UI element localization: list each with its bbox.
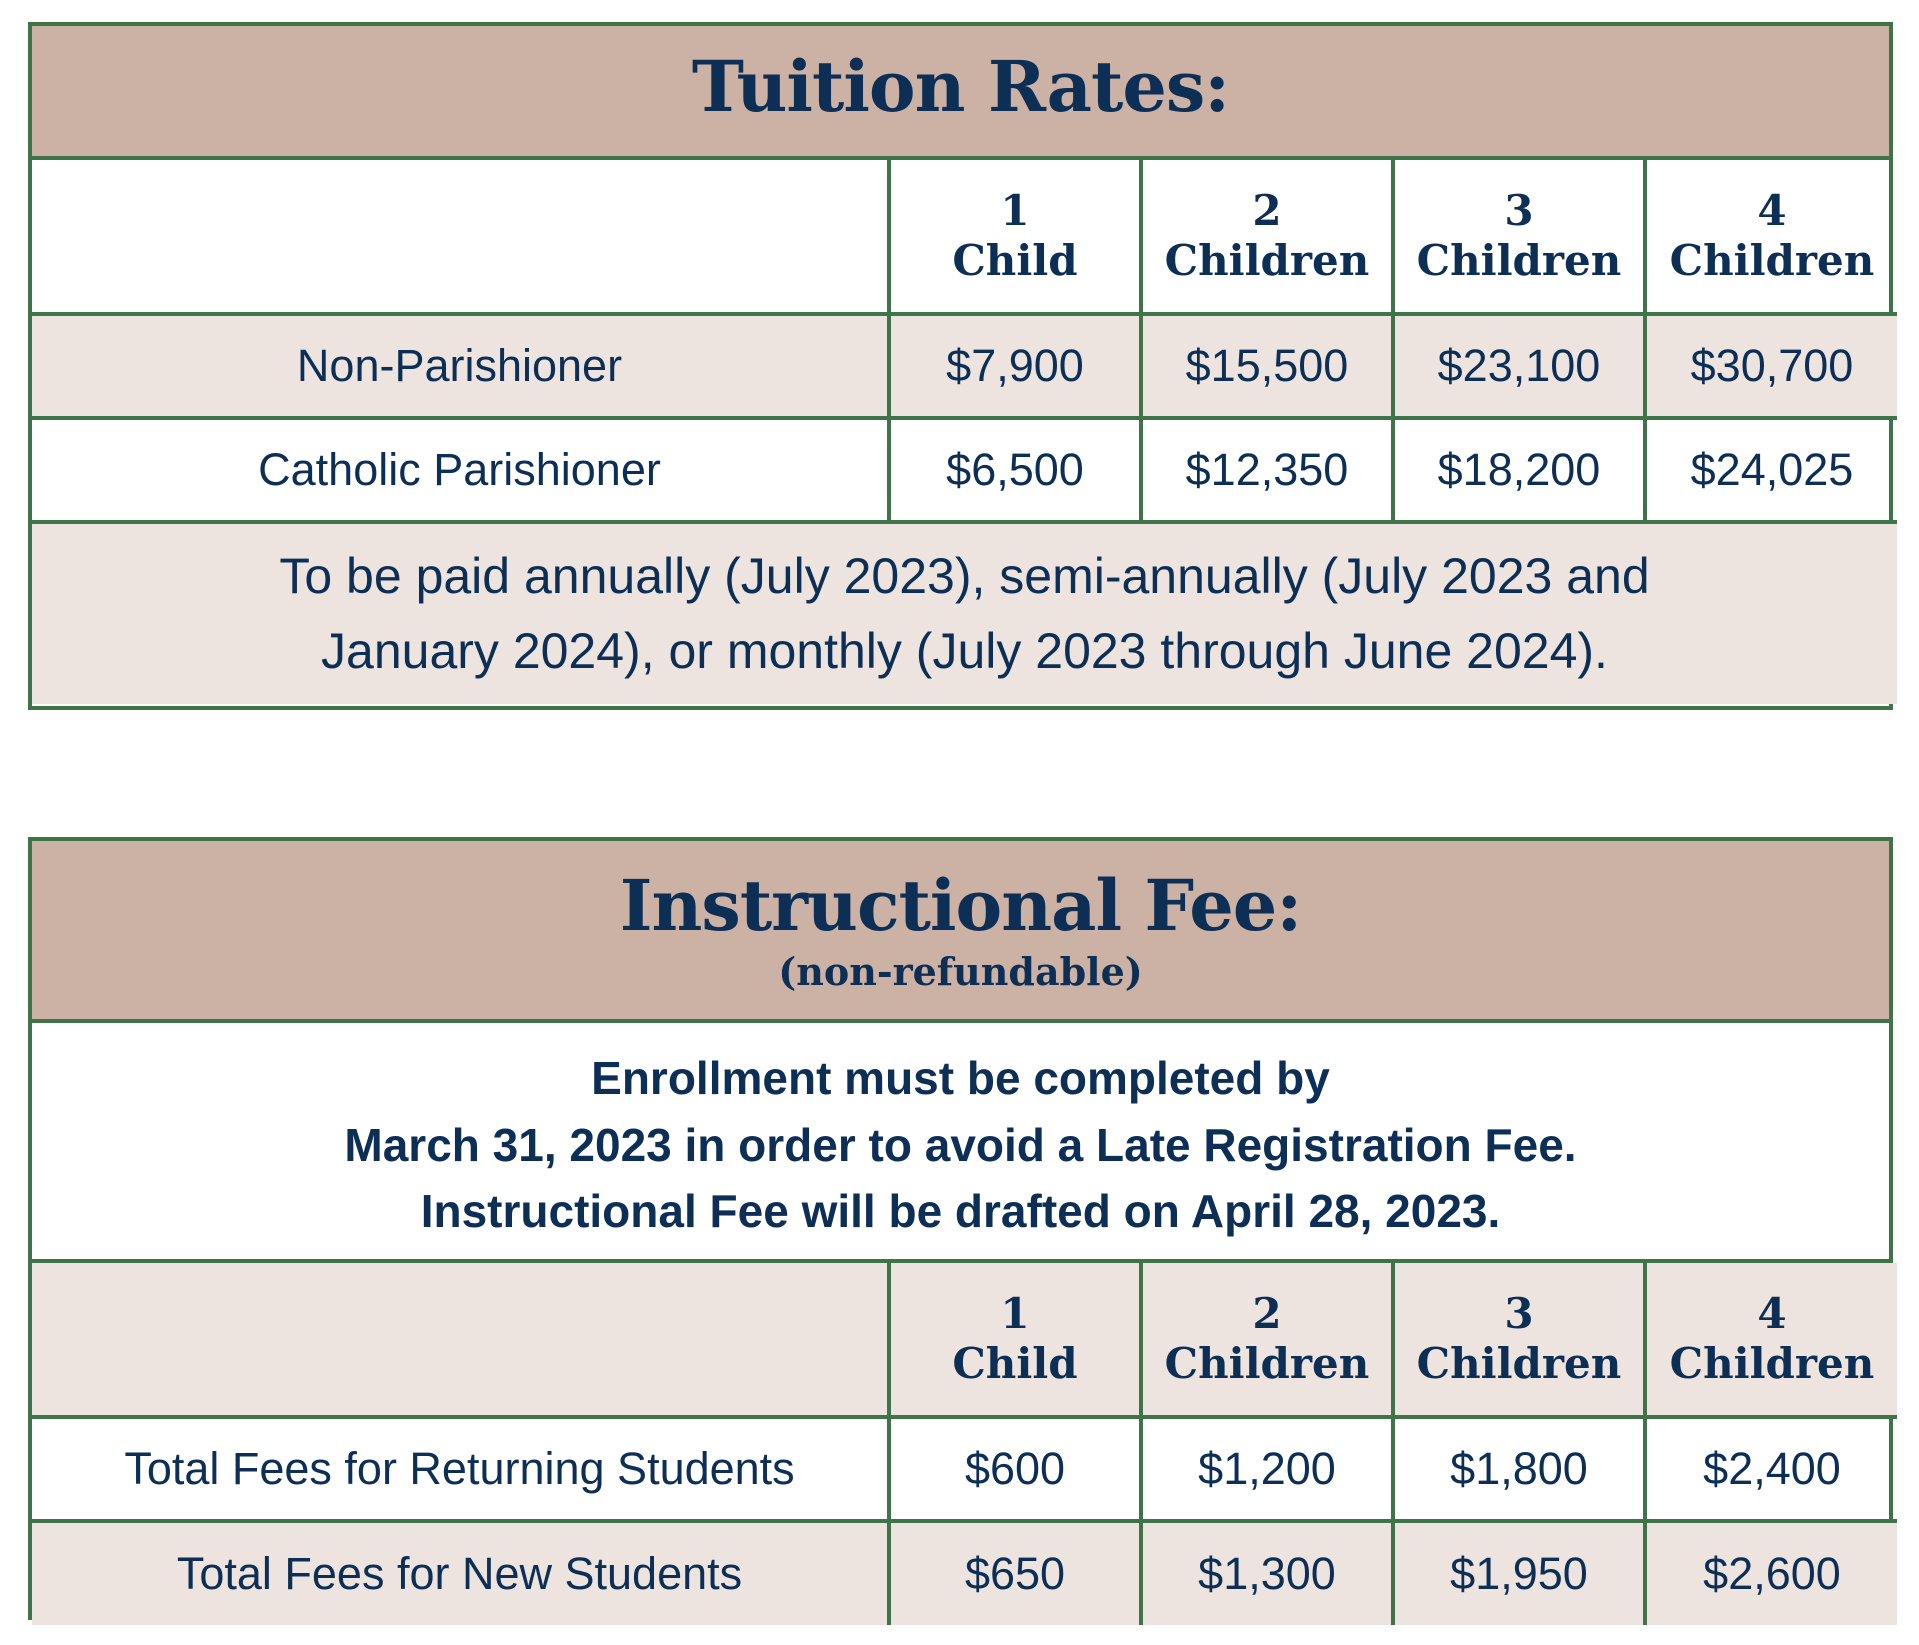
column-number: 3 [1504,1288,1534,1338]
table-cell: $23,100 [1393,314,1645,418]
enrollment-notice [32,1023,1889,1263]
tuition-header-3-children [1393,160,1645,314]
row-label: Catholic Parishioner [32,418,889,522]
column-number: 4 [1757,1288,1787,1338]
table-cell: $600 [889,1417,1141,1521]
table-cell: $1,950 [1393,1521,1645,1625]
column-unit: Children [1416,236,1622,285]
notice-line-3: Instructional Fee will be drafted on April 28, 2023. [420,1185,1501,1238]
row-label: Total Fees for New Students [32,1521,889,1625]
table-cell: $18,200 [1393,418,1645,522]
tuition-row-catholic-parishioner [32,418,1897,522]
table-cell: $12,350 [1141,418,1393,522]
table-cell: $30,700 [1645,314,1897,418]
tuition-header-row [32,160,1897,314]
tuition-row-non-parishioner [32,314,1897,418]
fee-header-1-child [889,1263,1141,1417]
table-cell: $6,500 [889,418,1141,522]
column-number: 4 [1757,185,1787,235]
tuition-payment-note-row [32,522,1897,704]
notice-line-1: Enrollment must be completed by [591,1052,1330,1104]
column-unit: Children [1164,1339,1370,1388]
column-number: 2 [1252,185,1282,235]
column-unit: Children [1669,1339,1875,1388]
table-cell: $1,300 [1141,1521,1393,1625]
fee-header-4-children [1645,1263,1897,1417]
table-cell: $650 [889,1521,1141,1625]
row-label: Non-Parishioner [32,314,889,418]
column-number: 3 [1504,185,1534,235]
instructional-fee-table [28,837,1893,1620]
fee-title-band [32,841,1889,1023]
table-cell: $24,025 [1645,418,1897,522]
payment-note-line-2: January 2024), or monthly (July 2023 through June 2024). [321,623,1608,679]
notice-line-2: March 31, 2023 in order to avoid a Late Registration Fee. [344,1118,1577,1171]
column-unit: Children [1164,236,1370,285]
tuition-grid [32,160,1897,704]
table-cell: $2,400 [1645,1417,1897,1521]
fee-subtitle: (non-refundable) [778,949,1143,994]
tuition-title-band [32,26,1889,160]
column-unit: Child [952,1339,1078,1388]
column-number: 1 [1000,185,1030,235]
tuition-title: Tuition Rates: [691,45,1230,128]
column-unit: Child [952,236,1078,285]
table-cell: $1,200 [1141,1417,1393,1521]
tuition-header-1-child [889,160,1141,314]
column-number: 2 [1252,1288,1282,1338]
fee-grid [32,1263,1897,1625]
table-cell: $7,900 [889,314,1141,418]
fee-header-row [32,1263,1897,1417]
fee-header-empty [32,1263,889,1417]
payment-note-line-1: To be paid annually (July 2023), semi-annually (July 2023 and [279,548,1650,604]
table-cell: $15,500 [1141,314,1393,418]
column-number: 1 [1000,1288,1030,1338]
column-unit: Children [1669,236,1875,285]
tuition-header-4-children [1645,160,1897,314]
fee-title: Instructional Fee: [619,864,1302,947]
fee-row-new-students [32,1521,1897,1625]
tuition-header-empty [32,160,889,314]
tuition-rates-table [28,22,1893,710]
table-cell: $1,800 [1393,1417,1645,1521]
fee-header-3-children [1393,1263,1645,1417]
row-label: Total Fees for Returning Students [32,1417,889,1521]
column-unit: Children [1416,1339,1622,1388]
payment-schedule-note [32,522,1897,704]
tuition-header-2-children [1141,160,1393,314]
table-cell: $2,600 [1645,1521,1897,1625]
fee-row-returning-students [32,1417,1897,1521]
fee-header-2-children [1141,1263,1393,1417]
